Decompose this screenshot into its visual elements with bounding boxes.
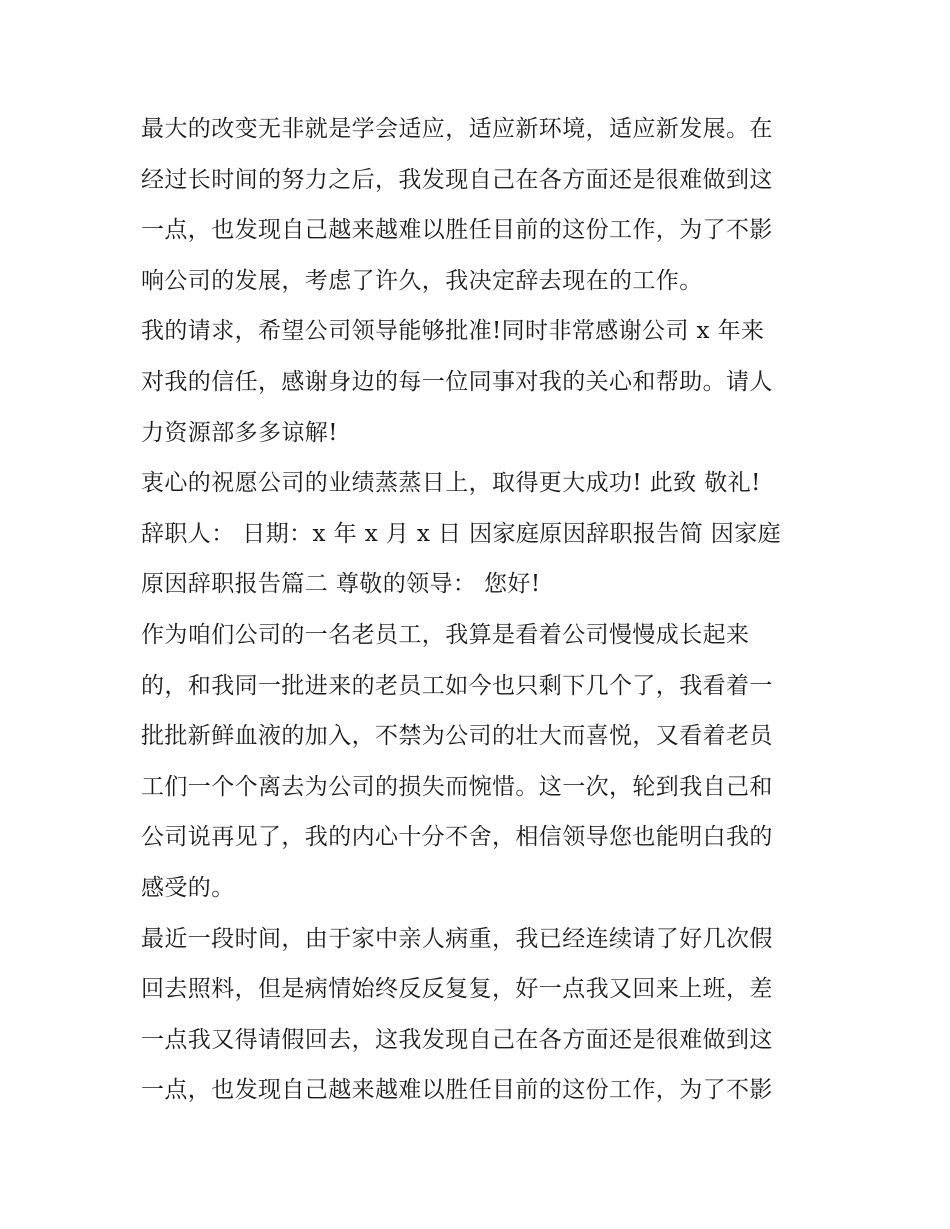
text-line: 最大的改变无非就是学会适应，适应新环境，适应新发展。在 <box>141 116 773 142</box>
text-line: 经过长时间的努力之后，我发现自己在各方面还是很难做到这 <box>141 166 773 193</box>
text-line: 对我的信任，感谢身边的每一位同事对我的关心和帮助。请人 <box>141 368 773 395</box>
text-line: 辞职人： 日期：x 年 x 月 x 日 因家庭原因辞职报告简 因家庭 <box>141 520 782 547</box>
text-line: 我的请求，希望公司领导能够批准!同时非常感谢公司 x 年来 <box>141 318 765 345</box>
text-line: 衷心的祝愿公司的业绩蒸蒸日上，取得更大成功! 此致 敬礼! <box>141 470 761 497</box>
text-line: 最近一段时间，由于家中亲人病重，我已经连续请了好几次假 <box>141 925 773 952</box>
text-line: 力资源部多多谅解! <box>141 419 338 446</box>
text-line: 批批新鲜血液的加入，不禁为公司的壮大而喜悦，又看着老员 <box>141 723 773 750</box>
document-body <box>141 104 821 1116</box>
text-line: 回去照料，但是病情始终反反复复，好一点我又回来上班，差 <box>141 976 773 1003</box>
text-line: 作为咱们公司的一名老员工，我算是看着公司慢慢成长起来 <box>141 621 750 648</box>
text-line: 感受的。 <box>141 874 235 901</box>
text-line: 工们一个个离去为公司的损失而惋惜。这一次，轮到我自己和 <box>141 773 773 800</box>
text-line: 一点我又得请假回去，这我发现自己在各方面还是很难做到这 <box>141 1026 773 1053</box>
text-line: 的，和我同一批进来的老员工如今也只剩下几个了，我看着一 <box>141 672 773 699</box>
text-line: 一点，也发现自己越来越难以胜任目前的这份工作，为了不影 <box>141 217 773 244</box>
text-line: 公司说再见了，我的内心十分不舍，相信领导您也能明白我的 <box>141 824 773 851</box>
text-line: 原因辞职报告篇二 尊敬的领导： 您好! <box>141 571 541 598</box>
text-line: 一点，也发现自己越来越难以胜任目前的这份工作，为了不影 <box>141 1077 773 1104</box>
text-line: 响公司的发展，考虑了许久，我决定辞去现在的工作。 <box>141 267 703 294</box>
